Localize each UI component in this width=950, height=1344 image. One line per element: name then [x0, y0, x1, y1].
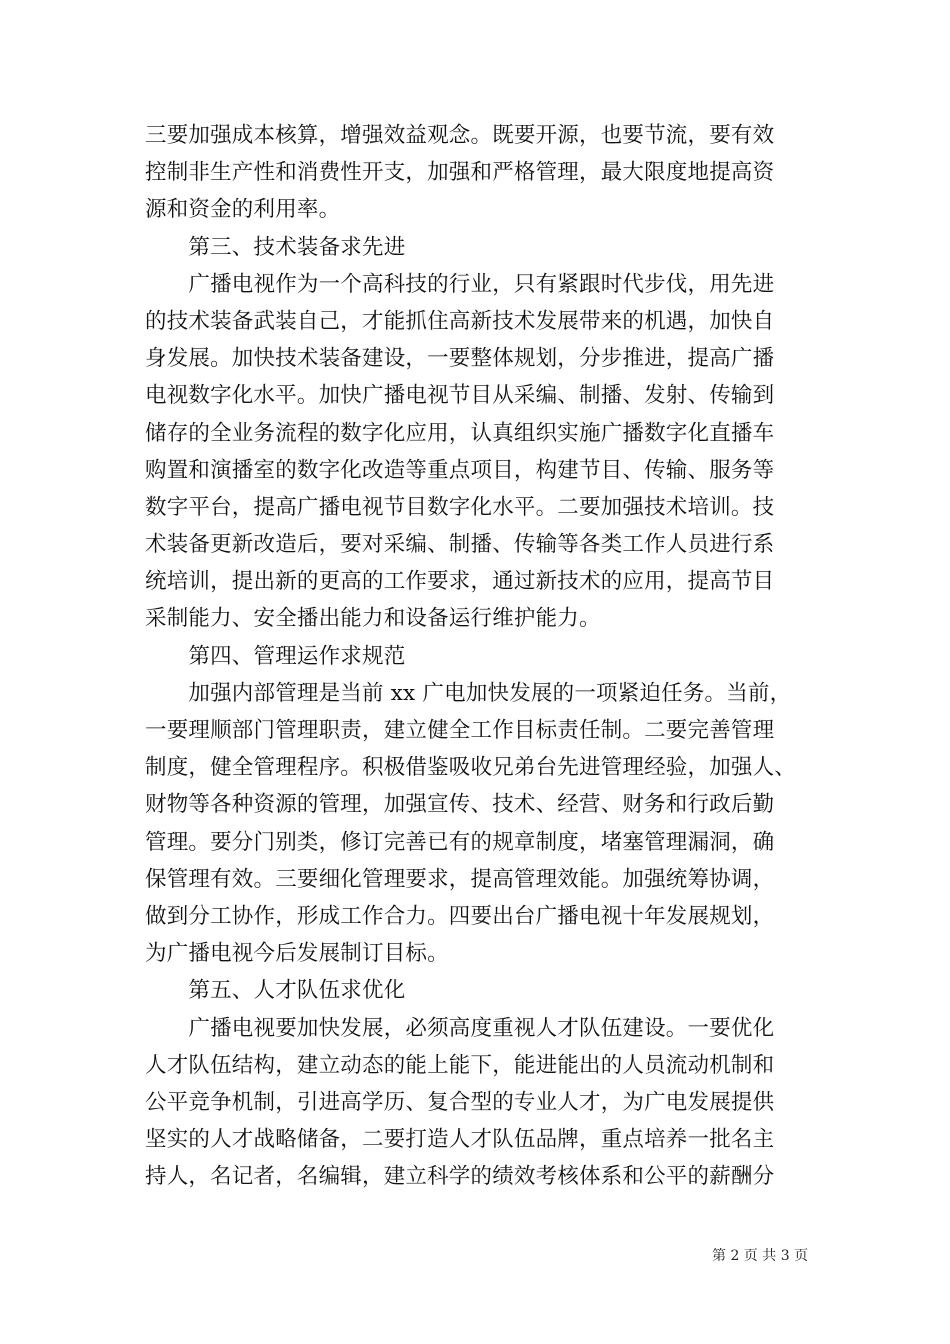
text-line: 广播电视要加快发展，必须高度重视人才队伍建设。一要优化	[145, 1015, 775, 1041]
text-line: 广播电视作为一个高科技的行业，只有紧跟时代步伐，用先进	[145, 271, 775, 297]
text-line: 储存的全业务流程的数字化应用，认真组织实施广播数字化直播车	[145, 420, 775, 446]
text-line: 做到分工协作，形成工作合力。四要出台广播电视十年发展规划，	[145, 903, 775, 929]
text-line: 坚实的人才战略储备，二要打造人才队伍品牌，重点培养一批名主	[145, 1127, 775, 1153]
text-line: 公平竞争机制，引进高学历、复合型的专业人才，为广电发展提供	[145, 1089, 775, 1115]
text-line: 统培训，提出新的更高的工作要求，通过新技术的应用，提高节目	[145, 569, 775, 595]
text-line: 为广播电视今后发展制订目标。	[145, 941, 449, 967]
text-line: 财物等各种资源的管理，加强宣传、技术、经营、财务和行政后勤	[145, 792, 775, 818]
text-line: 数字平台，提高广播电视节目数字化水平。二要加强技术培训。技	[145, 494, 775, 520]
text-line: 的技术装备武装自己，才能抓住高新技术发展带来的机遇，加快自	[145, 308, 775, 334]
text-line: 身发展。加快技术装备建设，一要整体规划，分步推进，提高广播	[145, 346, 775, 372]
text-line: 购置和演播室的数字化改造等重点项目，构建节目、传输、服务等	[145, 457, 775, 483]
text-line: 采制能力、安全播出能力和设备运行维护能力。	[145, 606, 601, 632]
text-line: 术装备更新改造后，要对采编、制播、传输等各类工作人员进行系	[145, 532, 775, 558]
body-text	[145, 117, 805, 1195]
text-line: 人才队伍结构，建立动态的能上能下，能进能出的人员流动机制和	[145, 1052, 775, 1078]
text-line: 源和资金的利用率。	[145, 197, 341, 223]
page-number: 第 2 页 共 3 页	[712, 1248, 809, 1264]
text-line: 持人，名记者，名编辑，建立科学的绩效考核体系和公平的薪酬分	[145, 1164, 775, 1190]
text-line: 管理。要分门别类，修订完善已有的规章制度，堵塞管理漏洞，确	[145, 829, 775, 855]
text-line: 保管理有效。三要细化管理要求，提高管理效能。加强统筹协调，	[145, 866, 775, 892]
text-line: 电视数字化水平。加快广播电视节目从采编、制播、发射、传输到	[145, 383, 775, 409]
text-line: 加强内部管理是当前 xx 广电加快发展的一项紧迫任务。当前，	[145, 680, 792, 706]
text-line: 一要理顺部门管理职责，建立健全工作目标责任制。二要完善管理	[145, 718, 775, 743]
text-line: 控制非生产性和消费性开支，加强和严格管理，最大限度地提高资	[145, 160, 775, 186]
text-line: 三要加强成本核算，增强效益观念。既要开源，也要节流，要有效	[145, 123, 775, 148]
text-line: 制度，健全管理程序。积极借鉴吸收兄弟台先进管理经验，加强人、	[145, 755, 797, 781]
section-heading: 第五、人才队伍求优化	[145, 978, 406, 1004]
section-heading: 第四、管理运作求规范	[145, 643, 406, 669]
section-heading: 第三、技术装备求先进	[145, 234, 406, 260]
